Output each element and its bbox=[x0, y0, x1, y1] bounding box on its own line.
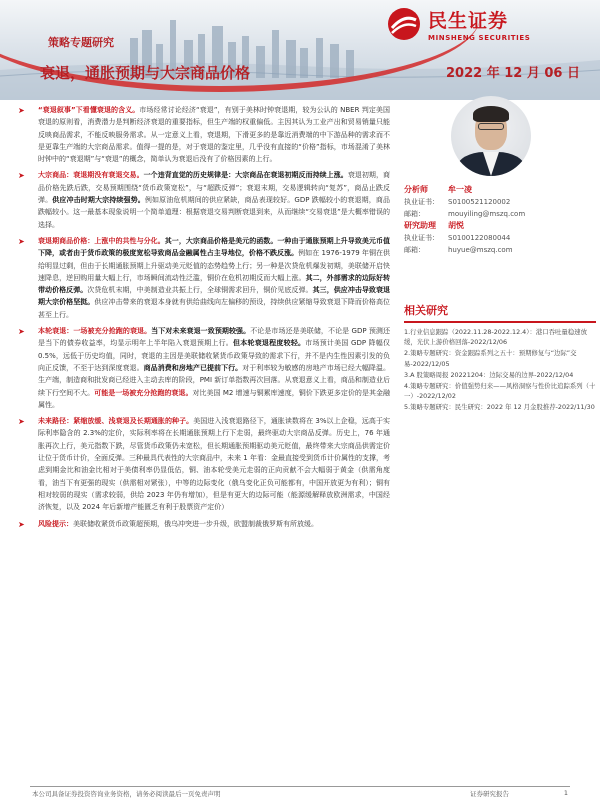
paragraph-text: 供应冲击带来的衰退本身就有供给曲线向左偏移的预设，持续供应紧缩导致衰退下降而价格高位甚至上行。 bbox=[38, 298, 391, 319]
paragraph-future-path bbox=[18, 415, 390, 513]
paragraph-heading: 大宗商品：衰退期没有衰退交易。 bbox=[38, 171, 144, 180]
bullet-arrow-icon: ➤ bbox=[18, 171, 25, 181]
section-divider bbox=[404, 321, 596, 323]
paragraph-text: 美国进入浅衰退路径下，通胀读数将在 3%以上企稳，远高于实际利率隐含的 2.3%的定价，实际利率将在长期通胀预期上行下走弱，最终驱动大宗商品反弹。历史上，76 年通胀再次上行，美元指数下跌，尽管货币政策仍未宽松，但长期通胀预期驱动美元贬值，最终带来大宗商品供需定价让位于货币计价，全面反弹。三种最具代表性的大宗商品中，未来 1 年看：金最直接受到货币计价属性的支撑，考虑到期金比和油金比相对于美债利率仍显低估，铜、油本轮受美元走弱的正向贡献不会大幅弱于黄金（供需角度看，油当下有更强的现实（供需相对紧张），中等的边际变化（俄乌变化正负可能都有，中国开放更为有利）；铜有相对较弱的现实（需求较弱，供给 2023 年仍有增加），但是有更大的边际可能（能源缓解释放欧洲需求，中国经济恢复，以及 2024 年后新增产能匮乏有利于股票资产定价） bbox=[38, 417, 390, 512]
analyst-info bbox=[404, 184, 594, 256]
related-item[interactable]: 4.策略专题研究：价值强势归来——风格洞察与性价比追踪系列（十一）-2022/12/02 bbox=[404, 382, 596, 401]
cert-label: 执业证书： bbox=[404, 198, 439, 206]
paragraph-commodities bbox=[18, 169, 391, 230]
paragraph-emphasis: 其三，供应冲击导致衰退期大宗价格坚挺。 bbox=[38, 286, 391, 307]
paragraph-emphasis: 当下对未来衰退一致预期较强。 bbox=[151, 327, 251, 336]
paragraph-text: 市场经常讨论经济“衰退”，有别于美林时钟衰退期，较为公认的 NBER 判定美国衰退的原则看，消费潜力是判断经济衰退的重要指标，但生产端的权重偏低。主因其认为工业产出和贸易销量只能反映商品需求，不能反映服务需求。从一定意义上看，衰退期，下滑更多的是靠近消费端的中下游品种的需求而不是更靠生产端的大宗商品需求。值得一提的是，对于衰退的鉴定里，几乎没有直接的“价格”指标，市场混淆了美林时钟中的“衰退期”与“衰退”的概念，简单认为衰退后没有了价格因素的上行。 bbox=[38, 106, 390, 164]
report-header bbox=[0, 0, 600, 100]
paragraph-emphasis: 商品消费和房地产已提前下行。 bbox=[143, 363, 243, 372]
paragraph-text: 例如原油危机期间的供应紧缺，商品表现较好。GDP 跌幅较小的衰退期，商品跌幅较小。这一最基本现象说明一个简单道理：根据衰退交易判断衰退到来，从而继续“交易衰退”是大概率错误的选择。 bbox=[38, 196, 391, 229]
footer-disclaimer: 本公司具备证券投资咨询业务资格，请务必阅读最后一页免责声明 bbox=[32, 790, 221, 798]
paragraph-text: 次贷危机末期，中美制造业共振上行，全球铜需求回升，铜价见底反弹。 bbox=[87, 286, 313, 295]
email-label: 邮箱： bbox=[404, 210, 425, 218]
page-number: 1 bbox=[563, 789, 568, 797]
cert-number: S0100122080044 bbox=[448, 234, 511, 242]
paragraph-emphasis: 但本轮衰退程度较轻。 bbox=[233, 339, 306, 348]
company-logo bbox=[386, 4, 586, 44]
logo-text-en: MINSHENG SECURITIES bbox=[428, 34, 531, 42]
paragraph-text: 对于利率较为敏感的房地产市场已经大幅降温。生产端，制造商和批发商已经进入主动去库的阶段，PMI 新订单指数再次回落。从衰退意义上看，商品和制造业后续下行空间不大。 bbox=[38, 363, 391, 397]
related-item[interactable]: 3.A 股策略周报 20221204：边际交易的边界-2022/12/04 bbox=[404, 370, 574, 379]
paragraph-text: 美联储收紧货币政策超预期，俄乌冲突进一步升级，欧盟制裁俄罗斯有所放缓。 bbox=[73, 519, 318, 528]
bullet-arrow-icon: ➤ bbox=[18, 327, 25, 337]
paragraph-heading: “衰退叙事”下看懂衰退的含义。 bbox=[38, 106, 140, 114]
paragraph-text: 市场预计美国 GDP 降幅仅 0.5%，远低于历史均值，同时，衰退的主因是美联储收紧货币政策导致的需求下行，并不是内生性因素引发的负向正反馈，不至于达到深度衰退。 bbox=[38, 339, 390, 372]
analyst-email[interactable]: mouyiling@mszq.com bbox=[448, 210, 526, 218]
summary-body bbox=[18, 104, 391, 534]
email-label: 邮箱： bbox=[404, 246, 425, 254]
bullet-arrow-icon: ➤ bbox=[18, 106, 25, 115]
paragraph-emphasis: 一个违背直觉的历史规律是：大宗商品在衰退初期反而持续上涨。 bbox=[143, 171, 348, 180]
paragraph-emphasis: 供应冲击时期大宗持续强势。 bbox=[52, 196, 145, 205]
analyst-name: 牟一凌 bbox=[448, 185, 472, 194]
bullet-arrow-icon: ➤ bbox=[18, 519, 25, 529]
paragraph-emphasis: 其一，大宗商品价格是美元的函数。一种由于通胀预期上升导致美元币值下降，或者由于货币政策的极度宽松导致商品金融属性占主导地位，价格不跌反涨。 bbox=[38, 236, 390, 258]
cert-label: 执业证书： bbox=[404, 234, 439, 242]
logo-mark-icon bbox=[386, 6, 422, 42]
footer-divider bbox=[30, 786, 570, 787]
paragraph-current-recession bbox=[18, 325, 391, 411]
paragraph-heading: 未来路径：紧缩放缓、浅衰退及长期通胀的种子。 bbox=[38, 417, 194, 426]
related-item[interactable]: 5.策略专题研究：民生研究：2022 年 12 月金股推荐-2022/11/30 bbox=[404, 403, 595, 412]
cert-number: S0100521120002 bbox=[448, 198, 511, 206]
bullet-arrow-icon: ➤ bbox=[18, 417, 25, 427]
related-item[interactable]: 1.行业信息跟踪（2022.11.28-2022.12.4）：港口吞吐量稳速放缓，光伏上游价格回落-2022/12/06 bbox=[404, 328, 587, 347]
paragraph-heading: 风险提示： bbox=[38, 519, 73, 528]
report-title: 衰退，通胀预期与大宗商品价格 bbox=[40, 64, 251, 82]
assistant-email[interactable]: huyue@mszq.com bbox=[448, 246, 513, 254]
footer-section: 证券研究报告 bbox=[470, 790, 509, 798]
paragraph-emphasis: 其二，外部需求的边际好转带动价格反弹。 bbox=[38, 273, 391, 295]
related-research bbox=[396, 302, 596, 414]
analyst-photo bbox=[451, 96, 531, 176]
assistant-name: 胡悦 bbox=[448, 221, 464, 230]
related-item[interactable]: 2.策略专题研究：资金跟踪系列之五十：预期修复与“边际”交易-2022/12/05 bbox=[404, 349, 577, 368]
paragraph-risk-warning bbox=[18, 518, 390, 530]
paragraph-text: 例如在 1976-1979 年铜在供给明显过剩，但由于长期通胀预期上升驱动美元贬值的态势趋势上行；另一种是次贷危机爆发初期，美联储开启快速降息，逆回购用量大幅上行，市场瞬间流动性泛滥，铜价在危机初期反而大幅上涨。 bbox=[38, 249, 391, 282]
paragraph-heading: 可能是一场被充分抢跑的衰退。 bbox=[94, 388, 193, 397]
assistant-role: 研究助理 bbox=[404, 221, 436, 230]
paragraph-text: 对比美国 M2 增速与铜累库速度，铜价下跌更多定价的是其金融属性。 bbox=[38, 388, 391, 409]
analyst-role: 分析师 bbox=[404, 185, 428, 194]
bullet-arrow-icon: ➤ bbox=[18, 236, 25, 246]
paragraph-recession-narrative bbox=[18, 104, 390, 165]
logo-text-cn: 民生证券 bbox=[428, 10, 509, 32]
paragraph-heading: 本轮衰退：一场被充分抢跑的衰退。 bbox=[38, 327, 152, 336]
report-date: 2022 年 12 月 06 日 bbox=[446, 66, 580, 81]
paragraph-text: 衰退初期，商品价格先跌后跌，交易预期围绕“货币政策宽松”，与“超跌反弹”；衰退末期，交易逻辑转向“复苏”，商品止跌反弹。 bbox=[38, 171, 391, 205]
related-research-title: 相关研究 bbox=[404, 304, 448, 317]
page-footer bbox=[0, 786, 600, 800]
series-label: 策略专题研究 bbox=[48, 36, 114, 49]
paragraph-heading: 衰退期商品价格：上涨中的共性与分化。 bbox=[38, 236, 165, 245]
paragraph-text: 不论是市场还是美联储，不论是 GDP 预测还是当下的债券收益率，均显示明年上半年陷入衰退预期上行。 bbox=[38, 327, 391, 348]
paragraph-recession-prices bbox=[18, 235, 391, 321]
